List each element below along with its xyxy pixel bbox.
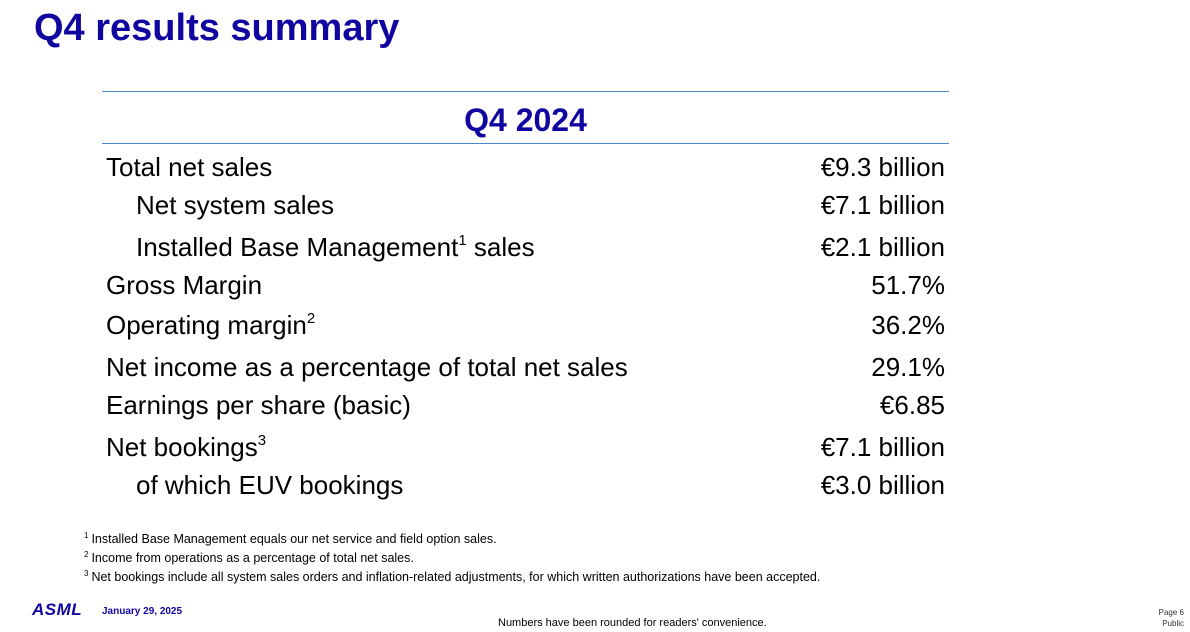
row-label: Total net sales — [106, 152, 273, 182]
footnote-marker: 3 — [257, 432, 267, 449]
page-number: Page 6 — [1158, 608, 1184, 617]
row-label: Earnings per share (basic) — [106, 390, 411, 420]
footnote-3: $^3$ Net bookings include all system sales orders and inflation-related adjustments, for which written authorizations have been accepted. — [84, 569, 821, 584]
row-label-suffix: sales — [466, 232, 535, 262]
table-row-net-income-percentage — [102, 347, 945, 387]
row-label: Net income as a percentage of total net sales — [106, 352, 628, 382]
row-label: Installed Base Management — [136, 232, 459, 262]
table-row-euv-bookings — [102, 465, 945, 505]
table-row-net-system-sales — [102, 185, 945, 225]
table-column-header: Q4 2024 — [464, 102, 587, 138]
rounding-note: Numbers have been rounded for readers' convenience. — [498, 617, 767, 629]
footnote-marker: 2 — [306, 310, 316, 327]
row-label: Net bookings — [106, 432, 258, 462]
row-label: Operating margin — [106, 310, 307, 340]
row-label: Gross Margin — [106, 270, 263, 300]
footnote-1: $^1$ Installed Base Management equals our net service and field option sales. — [84, 531, 497, 546]
classification-label: Public — [1162, 619, 1184, 628]
table-row-net-bookings — [102, 427, 945, 467]
footnote-marker: 1 — [458, 232, 467, 249]
table-row-installed-base-management-sales — [102, 227, 945, 267]
row-label: of which EUV bookings — [136, 470, 404, 500]
table-top-rule — [102, 91, 949, 92]
row-value: €2.1 billion — [820, 232, 945, 262]
row-label: Net system sales — [136, 190, 334, 220]
page-title: Q4 results summary — [34, 7, 400, 49]
row-value: €3.0 billion — [820, 470, 945, 500]
table-row-operating-margin — [102, 305, 945, 345]
table-header-rule — [102, 143, 949, 144]
row-value: €6.85 — [879, 390, 945, 420]
table-row-gross-margin — [102, 265, 945, 305]
row-value: €7.1 billion — [820, 190, 945, 220]
row-value: €9.3 billion — [820, 152, 945, 182]
asml-logo: ASML — [32, 600, 83, 619]
row-value: €7.1 billion — [820, 432, 945, 462]
row-value: 51.7% — [871, 270, 945, 300]
footnote-2: $^2$ Income from operations as a percentage of total net sales. — [84, 550, 414, 565]
table-row-eps-basic — [102, 385, 945, 425]
page-info — [1159, 607, 1184, 629]
row-value: 29.1% — [871, 352, 945, 382]
footer-date: January 29, 2025 — [102, 606, 183, 617]
row-value: 36.2% — [871, 310, 945, 340]
table-row-total-net-sales — [102, 147, 945, 187]
